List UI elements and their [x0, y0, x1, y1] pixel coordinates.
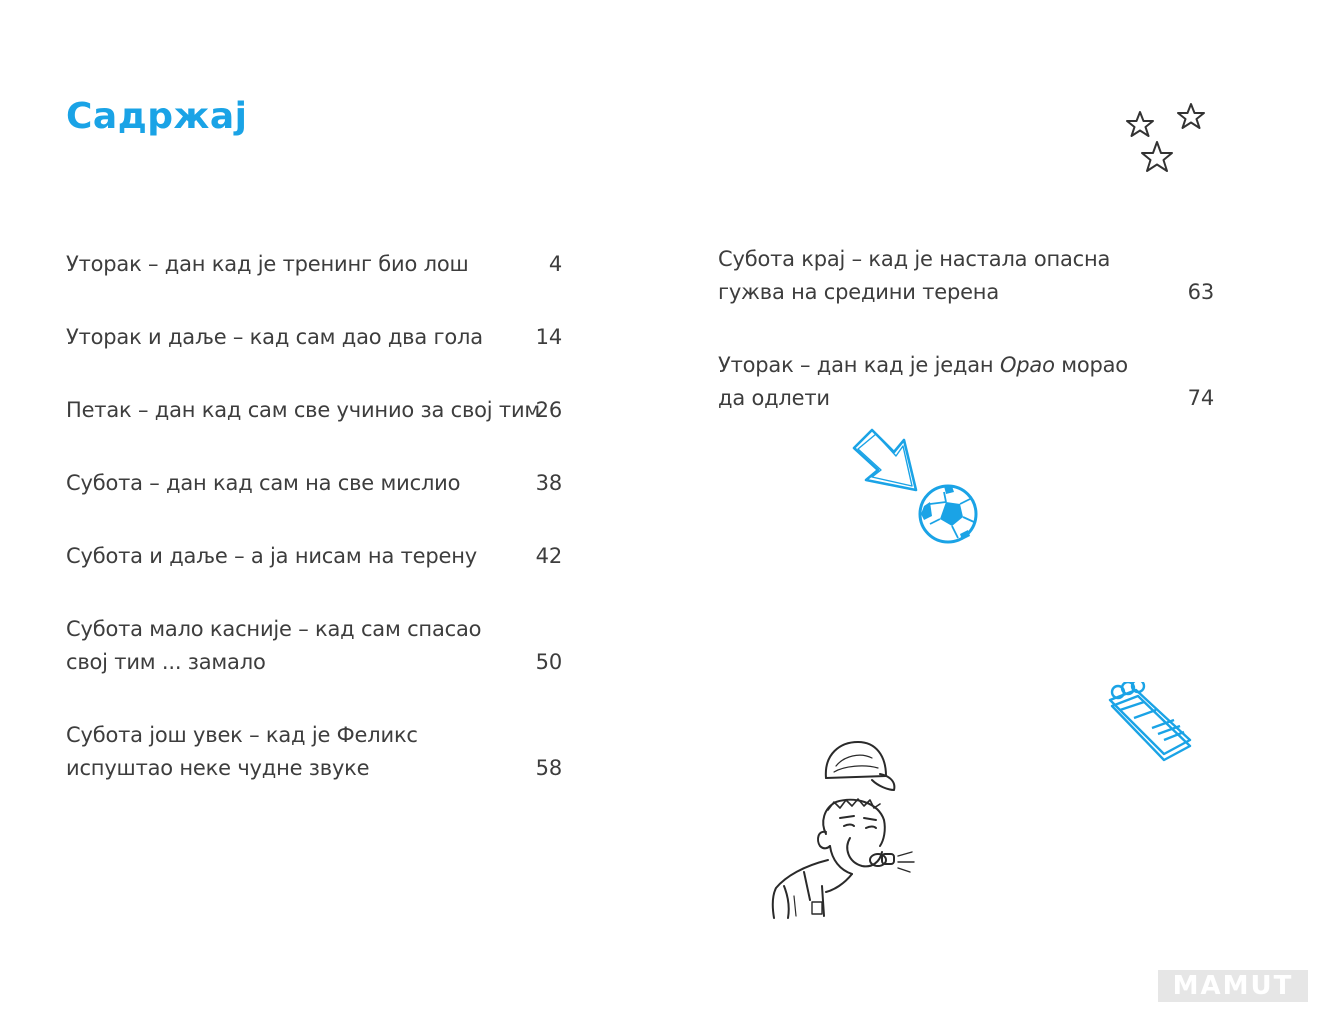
page-title: Садржај — [66, 96, 248, 137]
toc-left-column — [66, 248, 562, 825]
toc-entry-page: 26 — [535, 398, 562, 422]
toc-entry — [66, 467, 562, 500]
toc-text: морао — [1054, 353, 1128, 377]
toc-entry — [66, 613, 562, 679]
notebook-icon — [1104, 682, 1196, 762]
toc-text-italic: Орао — [999, 353, 1055, 377]
toc-entry — [66, 719, 562, 785]
toc-entry-title-line-1: Субота мало касније – кад сам спасао — [66, 617, 482, 641]
toc-entry-page: 38 — [535, 471, 562, 495]
toc-entry-title-line-2: гужва на средини терена — [718, 280, 999, 304]
toc-entry-page: 42 — [535, 544, 562, 568]
toc-entry-title: Петак – дан кад сам све учинио за свој тим — [66, 398, 541, 422]
toc-entry — [66, 321, 562, 354]
toc-entry-title: Субота – дан кад сам на све мислио — [66, 471, 461, 495]
toc-right-column — [718, 243, 1214, 455]
toc-entry-page: 4 — [548, 252, 562, 276]
toc-entry — [66, 394, 562, 427]
toc-entry-page: 63 — [1187, 280, 1214, 304]
watermark: MAMUT — [1158, 970, 1308, 1002]
toc-entry-title: Уторак – дан кад је тренинг био лош — [66, 252, 469, 276]
toc-entry-title-line-2: да одлети — [718, 386, 830, 410]
toc-entry-title-line-1 — [718, 349, 1214, 382]
toc-entry-page: 14 — [535, 325, 562, 349]
toc-text: Уторак – дан кад је један — [718, 353, 1000, 377]
toc-entry — [718, 243, 1214, 309]
toc-entry-title-line-1: Субота још увек – кад је Феликс — [66, 723, 418, 747]
toc-entry — [66, 540, 562, 573]
toc-entry-title: Уторак и даље – кад сам дао два гола — [66, 325, 483, 349]
stars-icon — [1118, 96, 1218, 188]
toc-entry-page: 74 — [1187, 386, 1214, 410]
toc-entry — [66, 248, 562, 281]
soccer-ball-icon — [916, 484, 982, 546]
toc-entry-title-line-1: Субота крај – кад је настала опасна — [718, 247, 1111, 271]
toc-entry-title: Субота и даље – а ја нисам на терену — [66, 544, 477, 568]
toc-entry-title-line-2: свој тим ... замало — [66, 650, 266, 674]
toc-entry-page: 50 — [535, 650, 562, 674]
coach-illustration — [764, 736, 924, 920]
arrow-icon — [846, 426, 924, 500]
toc-entry — [718, 349, 1214, 415]
toc-entry-page: 58 — [535, 756, 562, 780]
toc-entry-title-line-2: испуштао неке чудне звуке — [66, 756, 370, 780]
